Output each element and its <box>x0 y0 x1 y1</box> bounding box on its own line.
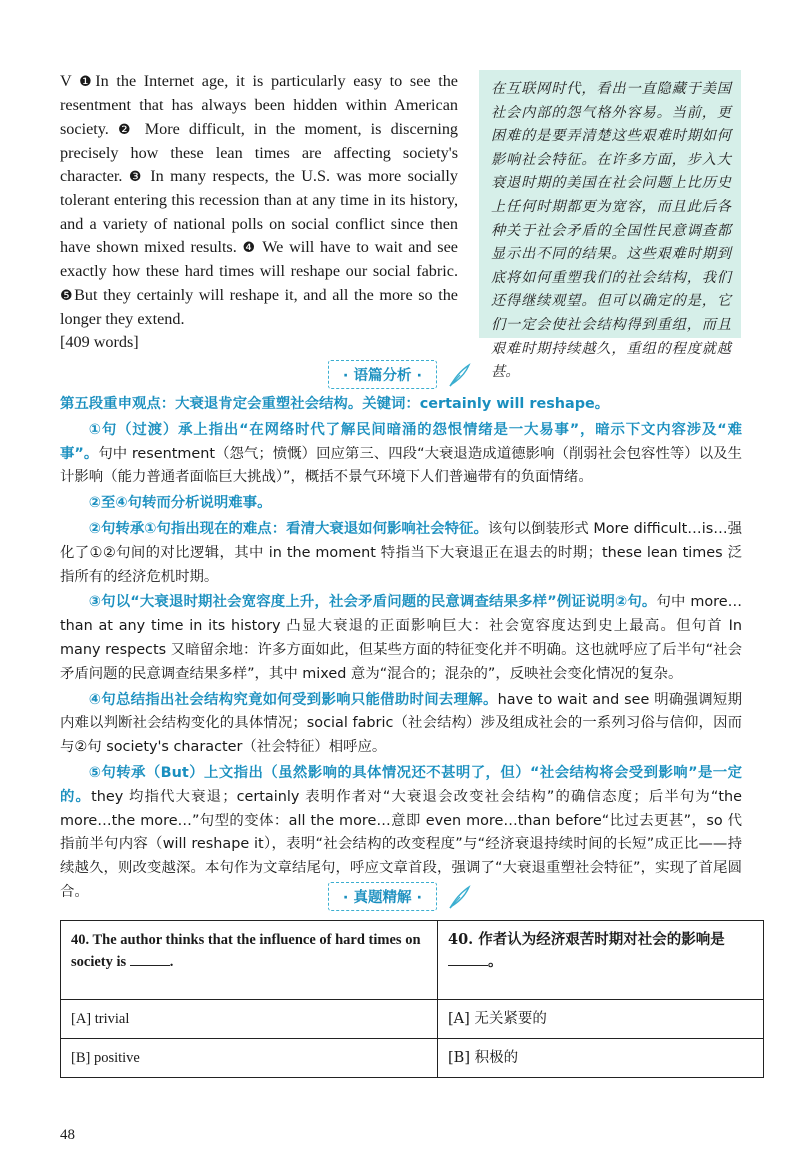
word-count: [409 words] <box>60 333 139 352</box>
analysis-3-body: 句中 more…than at any time in its history 凸显大衰退的正面影响巨大：社会宽容度达到史上最高。但句首 In many respects 又暗留余地：许多方面如此，但某些方面的特征变化并不明确。这也就呼应了后半句“社会矛盾问题的民意调查结果多样”，其中 mixed 意为“混合的；混杂的”，反映社会变化情况的复杂。 <box>60 594 742 682</box>
analysis-5-lead: ⑤句转承（But）上文指出（虽然影响的具体情况还不甚明了，但）“社会结构将会受到影响”是一定的。 <box>60 764 742 805</box>
answer-blank <box>448 965 488 966</box>
feather-pen-icon <box>446 885 472 911</box>
analysis-sentence-1 <box>60 419 742 490</box>
sentence-2: More difficult, in the moment, is discerning precisely how these lean times are affecting society's character. <box>60 119 459 186</box>
section-analysis-header <box>0 360 800 389</box>
sentence-1: In the Internet age, it is particularly easy to see the resentment that has always been hidden within American society. <box>60 72 458 138</box>
analysis-sentences-2-4: ②至④句转而分析说明难事。 <box>88 495 272 512</box>
option-b-cn: [B] 积极的 <box>438 1039 764 1078</box>
section-questions-header <box>0 882 800 911</box>
analysis-5-body: they 均指代大衰退；certainly 表明作者对“大衰退会改变社会结构”的确信态度；后半句为“the more…the more…”句型的变体：all the more…意即 even more…than before“比过去更甚”，so 代指前半句内容（will reshape it），表明“社会结构的改变程度”与“经济衰退持续时间的长短”成正比——持续越久，则改变越深。本句作为文章结尾句，呼应文章首段，强调了“大衰退重塑社会特征”，实现了首尾圆合。 <box>60 788 742 900</box>
sentence-4-number: ❹ <box>242 240 257 257</box>
question-table <box>60 920 764 1078</box>
option-row-a <box>61 1000 764 1039</box>
analysis-2-body: 该句以倒装形式 More difficult…is…强化了①②句间的对比逻辑，其中 in the moment 特指当下大衰退正在退去的时期；these lean times 泛指所有的经济危机时期。 <box>60 520 742 585</box>
analysis-section <box>60 393 742 907</box>
question-stem-row <box>61 921 764 1000</box>
answer-blank <box>130 965 170 966</box>
option-a-cn: [A] 无关紧要的 <box>438 1000 764 1039</box>
sentence-3: In many respects, the U.S. was more socially tolerant entering this recession than at any time in its history, and a variety of national polls on social conflict since then have shown mixed results. <box>60 167 458 257</box>
section-questions-title: · 真题精解 · <box>328 882 437 911</box>
section-analysis-title: · 语篇分析 · <box>328 360 437 389</box>
sentence-1-number: ❶ <box>79 74 96 90</box>
analysis-1-body: 句中 resentment（怨气；愤慨）回应第三、四段“大衰退造成道德影响（削弱社会包容性等）以及生计影响（能力普通者面临巨大挑战）”，概括不景气环境下人们普遍带有的负面情绪。 <box>60 445 742 486</box>
analysis-4-body: have to wait and see 明确强调短期内难以判断社会结构变化的具体情况；social fabric（社会结构）涉及组成社会的一系列习俗与信仰，因而与②句 society's character（社会特征）相呼应。 <box>60 691 742 756</box>
option-a-en: [A] trivial <box>61 1000 438 1039</box>
analysis-2-lead: ②句转承①句指出现在的难点：看清大衰退如何影响社会特征。 <box>88 520 488 537</box>
translation-box <box>479 70 741 381</box>
option-b-en: [B] positive <box>61 1039 438 1078</box>
paragraph-label: V <box>60 72 72 90</box>
analysis-summary: 第五段重申观点：大衰退肯定会重塑社会结构。关键词：certainly will reshape。 <box>60 396 610 412</box>
analysis-4-lead: ④句总结指出社会结构究竟如何受到影响只能借助时间去理解。 <box>88 691 498 708</box>
translation-text: 在互联网时代，看出一直隐藏于美国社会内部的怨气格外容易。当前，更困难的是要弄清楚这些艰难时期如何影响社会特征。在许多方面，步入大衰退时期的美国在社会问题上比历史上任何时期都更为宽容，而且此后各种关于社会矛盾的全国性民意调查都显示出不同的结果。这些艰难时期到底将如何重塑我们的社会结构，我们还得继续观望。但可以确定的是，它们一定会使社会结构得到重组，而且艰难时期持续越久，重组的程度就越甚。 <box>491 81 731 381</box>
question-stem-cn <box>438 921 764 1000</box>
analysis-sentence-2 <box>60 518 742 589</box>
sentence-4: We will have to wait and see exactly how these hard times will reshape our social fabric. <box>60 238 458 281</box>
analysis-sentence-3 <box>60 591 742 686</box>
sentence-5-number: ❺ <box>60 287 75 304</box>
passage-paragraph <box>60 70 458 355</box>
analysis-3-lead: ③句以“大衰退时期社会宽容度上升，社会矛盾问题的民意调查结果多样”例证说明②句。 <box>88 594 657 611</box>
question-stem-en-end: . <box>169 954 174 970</box>
question-stem-cn-end: 。 <box>488 953 503 970</box>
sentence-3-number: ❸ <box>128 169 144 186</box>
page-number: 48 <box>60 1127 75 1143</box>
sentence-2-number: ❷ <box>117 121 136 138</box>
question-stem-en <box>61 921 438 1000</box>
question-stem-en-text: 40. The author thinks that the influence of hard times on society is <box>71 932 421 970</box>
question-stem-cn-text: 40. 作者认为经济艰苦时期对社会的影响是 <box>448 931 725 948</box>
analysis-1-lead: ①句（过渡）承上指出“在网络时代了解民间暗涌的怨恨情绪是一大易事”，暗示下文内容涉及“难事”。 <box>60 421 742 462</box>
analysis-sentence-4 <box>60 689 742 760</box>
feather-pen-icon <box>446 363 472 389</box>
option-row-b <box>61 1039 764 1078</box>
sentence-5: But they certainly will reshape it, and all the more so the longer they extend. <box>60 285 458 328</box>
